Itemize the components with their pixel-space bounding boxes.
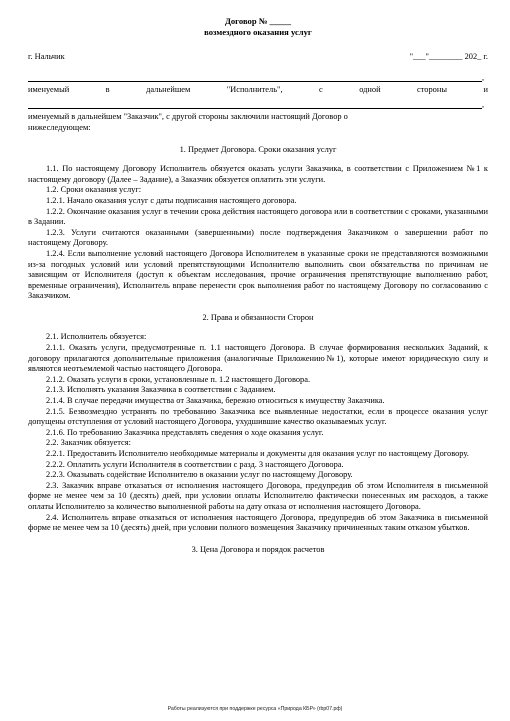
clause-2-2-1: 2.2.1. Предоставить Исполнителю необходимые материалы и документы для оказания услуг по настоящему Договору. [46, 449, 469, 458]
clause-2-3: 2.3. Заказчик вправе отказаться от исполнения настоящего Договора, предупредив об этом Исполнителя в письменной форме не менее чем за 10 (десять) дней, при условии оплаты Исполнителю фактически понесенных им расходов, а также оплаты Исполнителю за количество выполненной работы на дату отказа от исполнения настоящего Договора. [28, 480, 488, 511]
clause-1-1: 1.1. По настоящему Договору Исполнитель обязуется оказать услуги Заказчика, в соответствии с Приложением №1 к настоящему договору (Далее – Задание), а Заказчик обязуется оплатить эти услуги. [28, 164, 488, 184]
section-1-heading: 1. Предмет Договора. Сроки оказания услуг [179, 144, 337, 154]
clause-2-1: 2.1. Исполнитель обязуется: [46, 332, 147, 342]
customer-role-line-end: нижеследующем: [28, 122, 91, 132]
executor-role-line: именуемый в дальнейшем "Исполнитель", с одной стороны и [28, 85, 488, 95]
section-3-heading: 3. Цена Договора и порядок расчетов [191, 544, 325, 554]
clause-2-1-3: 2.1.3. Исполнять указания Заказчика в соответствии с Заданием. [46, 385, 276, 395]
clause-1-2-4: 1.2.4. Если выполнение условий настоящего Договора Исполнителем в указанные сроки не представляются возможными из-за погодных условий или условий препятствующими Исполнителю выполнить свои обязательства по причинам не зависящим от Исполнителя (доступ к объектам исследования, прочие ограничения препятствующие выполнению работ, временные ограничения), Исполнитель вправе перенести срок выполнения работ по настоящему Договору по согласованию с Заказчиком. [28, 248, 488, 301]
clause-1-2-3: 1.2.3. Услуги считаются оказанными (завершенными) после подтверждения Заказчиком о завершении работ по настоящему Договору. [28, 227, 488, 248]
section-2-heading: 2. Права и обязанности Сторон [202, 312, 314, 322]
footer-note: Работы реализуются при поддержке ресурса «Природа КБР» (rbp07.рф) [167, 706, 343, 713]
city: г. Нальчик [28, 52, 65, 61]
clause-1-2-1: 1.2.1. Начало оказания услуг с даты подписания настоящего договора. [46, 195, 297, 205]
clause-2-2-2: 2.2.2. Оплатить услуги Исполнителя в соответствии с разд. 3 настоящего Договора. [46, 459, 344, 469]
customer-role-line: именуемый в дальнейшем "Заказчик", с другой стороны заключили настоящий Договор о [28, 112, 348, 122]
blank-line [28, 73, 482, 82]
clause-2-1-1: 2.1.1. Оказать услуги, предусмотренные п. 1.1 настоящего Договора. В случае формирования нескольких Заданий, к договору прилагаются дополнительные приложения (аналогичные Приложению№1), которые имеют юридическую силу и являются неотъемлемой частью настоящего Договора. [28, 343, 488, 374]
city-date-row [28, 52, 488, 63]
executor-name-line: , [28, 73, 488, 84]
clause-2-1-2: 2.1.2. Оказать услуги в сроки, установленные п. 1.2 настоящего Договора. [46, 374, 311, 384]
clause-2-1-5: 2.1.5. Безвозмездно устранять по требованию Заказчика все выявленные недостатки, если в процессе оказания услуг допущены отступления от условий настоящего Договора, ухудшившие качество оказываемых услуг. [28, 406, 488, 427]
clause-2-2-3: 2.2.3. Оказывать содействие Исполнителю в оказании услуг по настоящему Договору. [46, 470, 353, 480]
customer-name-line: , [28, 100, 488, 111]
contract-title: Договор № _____ [224, 16, 292, 26]
contract-date: "___"________ 202_ г. [409, 52, 488, 61]
clause-2-1-4: 2.1.4. В случае передачи имущества от Заказчика, бережно относиться к имуществу Заказчика. [46, 396, 385, 406]
clause-2-4: 2.4. Исполнитель вправе отказаться от исполнения настоящего Договора, предупредив об этом Заказчика в письменной форме не менее чем за 10 (десять) дней, при условии полного возмещения Заказчику причиненных таким отказом убытков. [28, 512, 488, 533]
blank-line [28, 100, 482, 109]
clause-1-2-2: 1.2.2. Окончание оказания услуг в течении срока действия настоящего договора или в соответствии с сроками, указанными в Задании. [28, 206, 488, 227]
contract-subtitle: возмездного оказания услуг [204, 27, 312, 37]
clause-2-1-6: 2.1.6. По требованию Заказчика представлять сведения о ходе оказания услуг. [46, 427, 324, 437]
clause-2-2: 2.2. Заказчик обязуется: [46, 438, 131, 448]
clause-1-2: 1.2. Сроки оказания услуг: [46, 185, 142, 195]
